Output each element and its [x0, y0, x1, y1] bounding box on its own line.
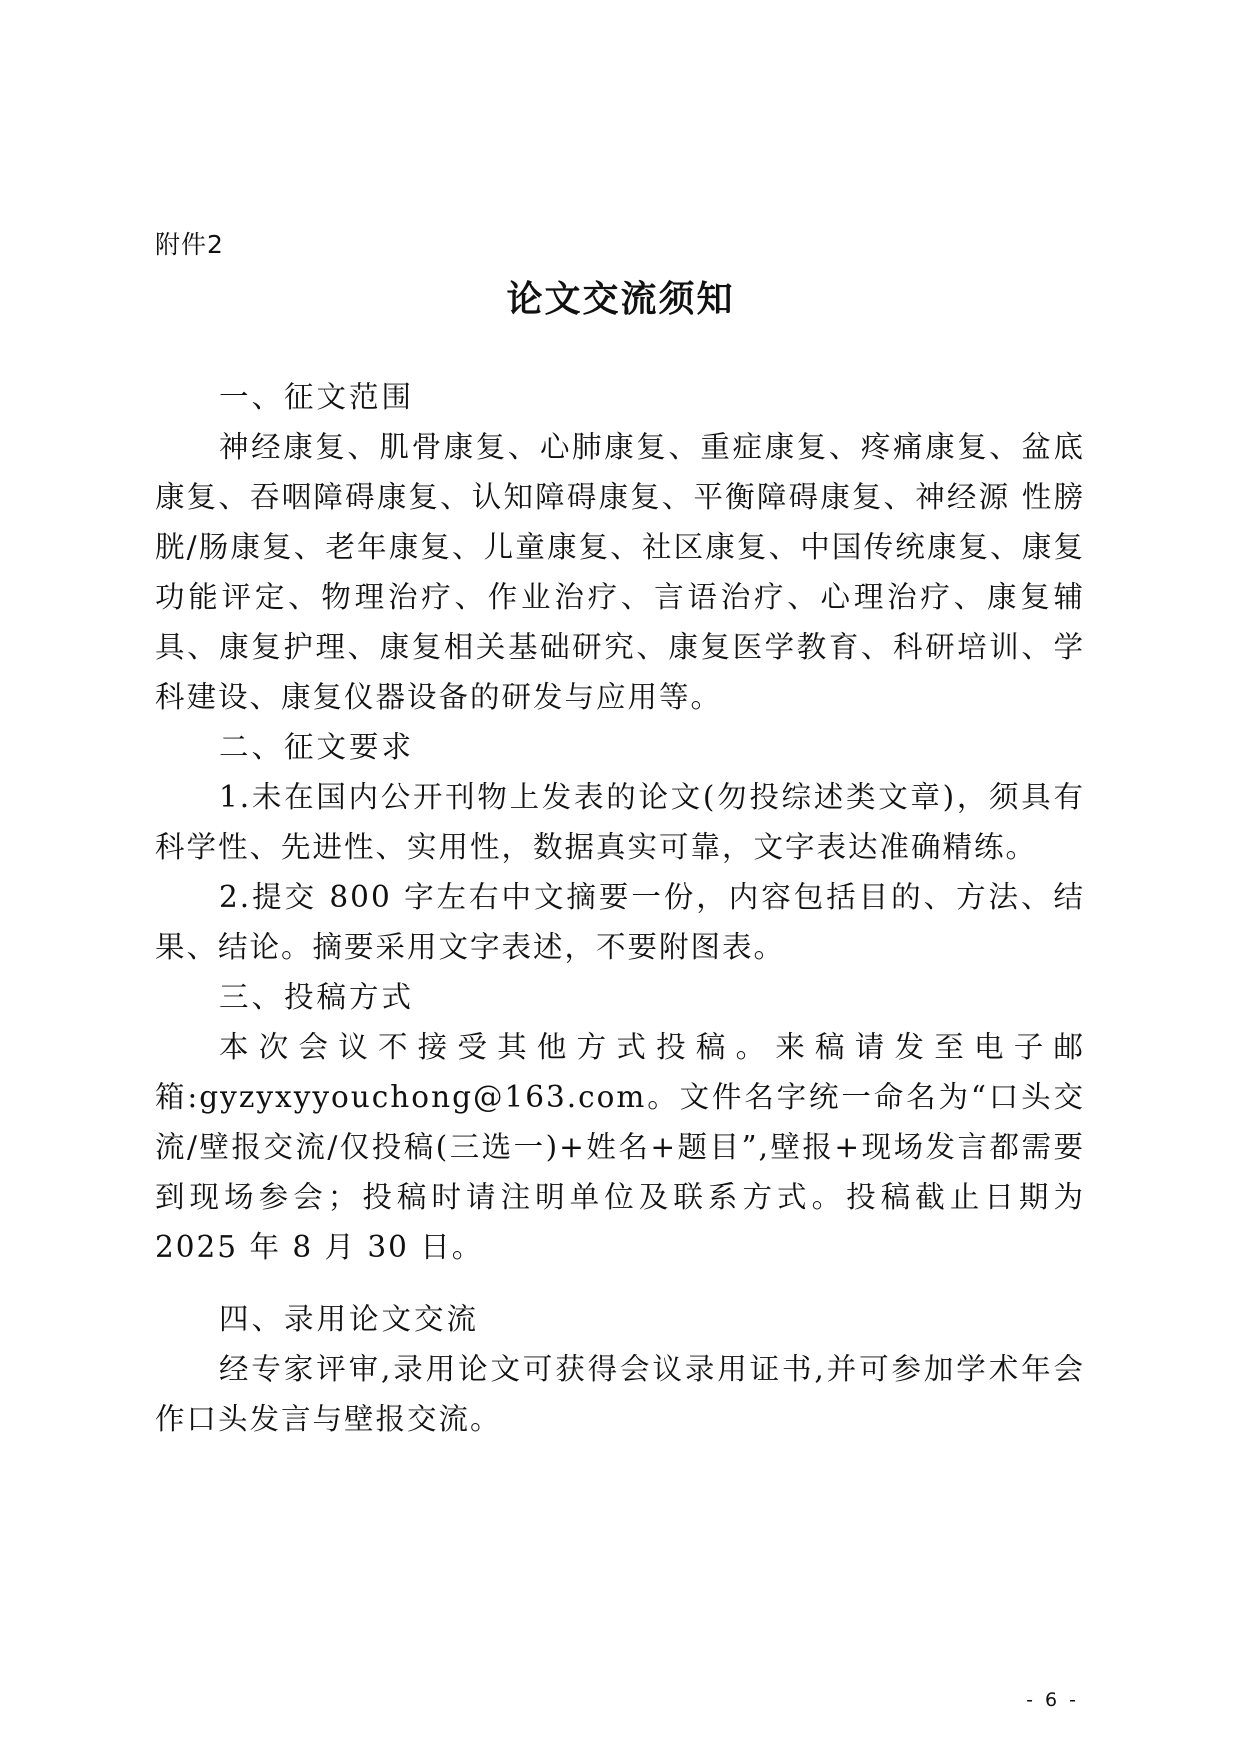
section-heading-submission: 三、投稿方式 [219, 980, 415, 1014]
section-heading-requirements: 二、征文要求 [219, 730, 415, 764]
paragraph-requirement-2: 2.提交 800 字左右中文摘要一份，内容包括目的、方法、结果、结论。摘要采用文字表述，不要附图表。 [155, 880, 1085, 964]
section-heading-scope: 一、征文范围 [219, 380, 415, 414]
document-title: 论文交流须知 [506, 279, 735, 320]
page-number: - 6 - [1026, 1689, 1079, 1711]
paragraph-scope: 神经康复、肌骨康复、心肺康复、重症康复、疼痛康复、盆底康复、吞咽障碍康复、认知障碍康复、平衡障碍康复、神经源 性膀胱/肠康复、老年康复、儿童康复、社区康复、中国传统康复、康复功能评定、物理治疗、作业治疗、言语治疗、心理治疗、康复辅具、康复护理、康复相关基础研究、康复医学教育、科研培训、学科建设、康复仪器设备的研发与应用等。 [155, 430, 1085, 714]
section-heading-acceptance: 四、录用论文交流 [219, 1302, 480, 1336]
paragraph-acceptance: 经专家评审,录用论文可获得会议录用证书,并可参加学术年会作口头发言与壁报交流。 [155, 1352, 1085, 1436]
document-body [155, 372, 1085, 1444]
attachment-label: 附件2 [155, 230, 224, 259]
paragraph-submission: 本次会议不接受其他方式投稿。来稿请发至电子邮箱:gyzyxyyouchong@163.com。文件名字统一命名为“口头交流/壁报交流/仅投稿(三选一)+姓名+题目”,壁报+现场发言都需要到现场参会；投稿时请注明单位及联系方式。投稿截止日期为 2025 年 8 月 30 日。 [155, 1030, 1085, 1264]
paragraph-requirement-1: 1.未在国内公开刊物上发表的论文(勿投综述类文章)，须具有科学性、先进性、实用性，数据真实可靠，文字表达准确精练。 [155, 780, 1085, 864]
